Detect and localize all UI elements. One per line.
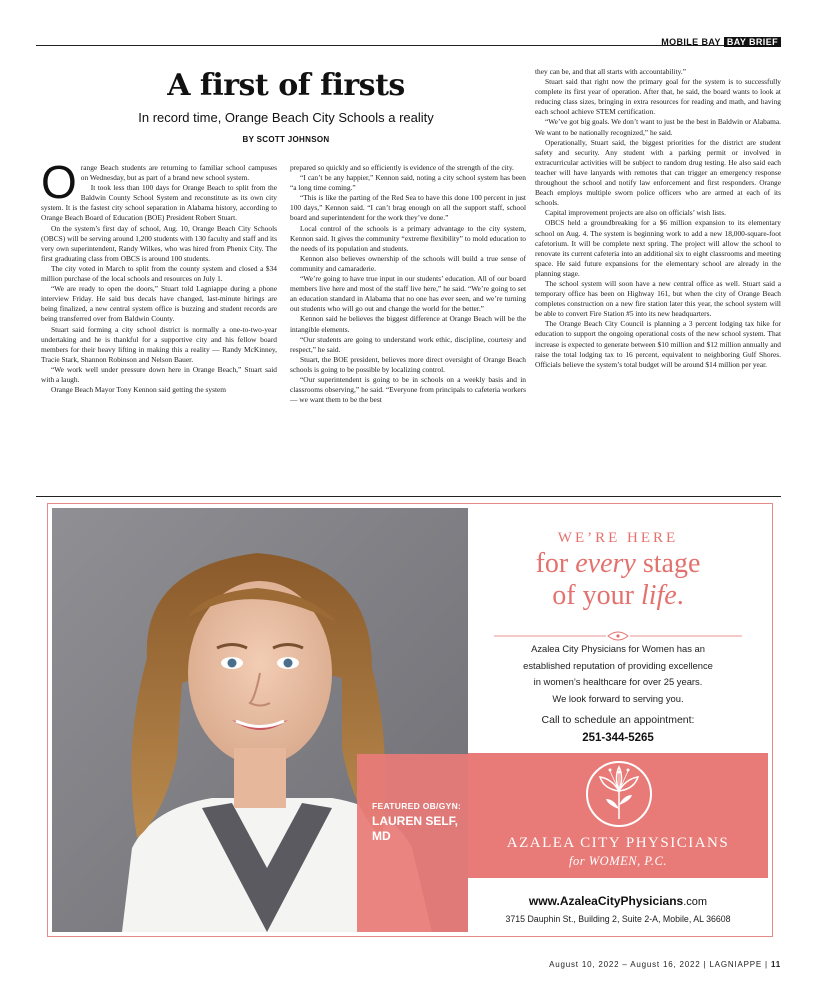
byline: BY SCOTT JOHNSON bbox=[242, 135, 330, 144]
paragraph: Local control of the schools is a primary advantage to the city system, Kennon said. It gives the community “extreme flexibility” to mold education to the needs of its population and students. bbox=[290, 223, 526, 253]
paragraph: “Our superintendent is going to be in schools on a weekly basis and in classrooms observing,” he said. “Everyone from principals to cafeteria workers — we want them to be the best bbox=[290, 374, 526, 405]
article-column-1 bbox=[41, 163, 277, 483]
paragraph: Orange Beach Mayor Tony Kennon said getting the system bbox=[51, 385, 227, 395]
section-name: MOBILE BAY bbox=[661, 37, 721, 47]
section-tag bbox=[661, 37, 781, 47]
paragraph: On the system’s first day of school, Aug. 10, Orange Beach City Schools (OBCS) will be serving around 1,200 students with 130 faculty and staff and its very own superintendent, Randy Wilkes, who was hired from Phenix City. The first graduating class from OBCS is around 100 students. bbox=[41, 223, 277, 263]
phone-number[interactable]: 251-344-5265 bbox=[582, 732, 654, 744]
paragraph: they can be, and that all starts with accountability.” bbox=[535, 67, 686, 76]
paragraph: “We’ve got big goals. We don’t want to just be the best in Baldwin or Alabama. We want to be nationally recognized,” he said. bbox=[535, 117, 781, 137]
section-box: BAY BRIEF bbox=[724, 37, 781, 47]
paragraph: prepared so quickly and so efficiently is evidence of the strength of the city. bbox=[290, 163, 514, 172]
drop-cap: O bbox=[41, 163, 77, 208]
article-column-2 bbox=[290, 163, 526, 483]
paragraph: Operationally, Stuart said, the biggest priorities for the district are student safety and security. Any student with a parking permit or involved in extracurricular activities will be subject to random drug testing. He also said each teacher will have lanyards with remotes that can trigger an emergency response throughout the school and notify law enforcement and first responders. Orange Beach employs multiple sworn police officers who are armed at each of its schools. bbox=[535, 137, 781, 208]
ad-body: Azalea City Physicians for Women has an established reputation of providing excellence in women’s healthcare for over 25 years. We look forward to serving you. bbox=[523, 643, 713, 704]
headline: A first of firsts bbox=[167, 68, 405, 103]
paragraph: Orange Beach students are returning to familiar school campuses on Wednesday, but as part of a brand new school system. bbox=[41, 163, 277, 208]
paragraph: Stuart said that right now the primary goal for the system is to successfully complete its first year of operation. After that, he said, the board wants to look at reducing class sizes, bringing in extra resources for reading and math, and having each school achieve STEM certification. bbox=[535, 77, 781, 117]
call-to-action: Call to schedule an appointment: bbox=[541, 714, 695, 726]
featured-name: LAUREN SELF, MD bbox=[372, 814, 459, 843]
advertisement[interactable] bbox=[47, 503, 773, 937]
paragraph: Kennon said he believes the biggest difference at Orange Beach will be the intangible elements. bbox=[290, 314, 526, 334]
paragraph: Stuart, the BOE president, believes more direct oversight of Orange Beach schools is going to be possible by localizing control. bbox=[290, 354, 526, 374]
paragraph: “We work well under pressure down here in Orange Beach,” Stuart said with a laugh. bbox=[41, 364, 277, 384]
paragraph: “This is like the parting of the Red Sea to have this done 100 percent in just 100 days,” Kennon said. “I can’t brag enough on all the support staff, school board and superintendent for the work they’ve done.” bbox=[290, 193, 526, 223]
paragraph: Kennon also believes ownership of the schools will build a true sense of community and camaraderie. bbox=[290, 253, 526, 273]
paragraph: “We are ready to open the doors,” Stuart told Lagniappe during a phone interview Friday. He said bus decals have changed, last-minute hirings are being finalized, a new central system office is buzzing and student records are being transferred over from Baldwin County. bbox=[41, 284, 277, 324]
article-column-3 bbox=[535, 67, 781, 483]
azalea-logo-icon bbox=[584, 759, 654, 829]
page-footer: August 10, 2022 – August 16, 2022 | LAGNIAPPE | 11 bbox=[549, 960, 781, 969]
brand-name: AZALEA CITY PHYSICIANS bbox=[506, 835, 730, 851]
subhead: In record time, Orange Beach City Schools a reality bbox=[138, 110, 434, 125]
ad-copy bbox=[468, 508, 768, 932]
paragraph: Stuart said forming a city school district is normally a one-to-two-year undertaking and he is thankful for a supportive city and his fellow board members for their heavy lifting in making this a reality — Randy McKinney, Tracie Stark, Shannon Robinson and Nelson Bauer. bbox=[41, 324, 277, 364]
website-link[interactable]: www.AzaleaCityPhysicians.com bbox=[528, 894, 708, 908]
paragraph: “I can’t be any happier,” Kennon said, noting a city school system has been “a long time coming.” bbox=[290, 173, 526, 193]
paragraph: OBCS held a groundbreaking for a $6 million expansion to its elementary school on Aug. 4. The system is beginning work to add a new 18,000-square-foot cafetorium. It will be complete next spring. The project will allow the school to renovate its current cafeteria into an additional six to eight classrooms and meeting space. He said future expansions for the elementary school are already in the planning stage. bbox=[535, 218, 781, 278]
paragraph: “Our students are going to understand work ethic, discipline, courtesy and respect,” he said. bbox=[290, 334, 526, 354]
tagline: for every stage of your life. bbox=[535, 548, 701, 611]
ad-inner bbox=[52, 508, 768, 932]
paragraph: It took less than 100 days for Orange Beach to split from the Baldwin County School System and reconstitute as its own city system. It is the fastest city school separation in Alabama history, according to Orange Beach Board of Education (BOE) President Robert Stuart. bbox=[41, 183, 277, 223]
paragraph: The school system will soon have a new central office as well. Stuart said a temporary office has been on Highway 161, but when the city of Orange Beach completes construction on a new fire station later this year, the school system will be able to convert Fire Station #5 into its new headquarters. bbox=[535, 278, 781, 319]
section-rule bbox=[36, 496, 781, 497]
featured-label: FEATURED OB/GYN: bbox=[372, 801, 462, 811]
paragraph: “We’re going to have true input in our students’ education. All of our board members live here and most of the staff live here,” he said. “We’re going to set an education standard in Alabama that no one has ever seen, and we’re turning out students who will go out and change the world for the better.” bbox=[290, 274, 526, 314]
page-number: 11 bbox=[770, 960, 781, 969]
address: 3715 Dauphin St., Building 2, Suite 2-A, Mobile, AL 36608 bbox=[505, 914, 731, 924]
were-here-heading: WE’RE HERE bbox=[557, 530, 679, 546]
publication-name: LAGNIAPPE bbox=[709, 960, 762, 969]
paragraph: Capital improvement projects are also on officials’ wish lists. bbox=[545, 208, 726, 218]
issue-dates: August 10, 2022 – August 16, 2022 bbox=[549, 960, 701, 969]
paragraph: The city voted in March to split from the county system and closed a $34 million purchase of the local schools and resources on July 1. bbox=[41, 263, 277, 284]
paragraph: The Orange Beach City Council is planning a 3 percent lodging tax hike for education to support the ongoing operational costs of the new school system. That increase is expected to generate between $10 million and $12 million annually and raise the total lodging tax to 16 percent, equivalent to neighboring Gulf Shores. Officials believe the system’s total budget will be around $14 million per year. bbox=[535, 319, 781, 369]
brand-subtitle: for WOMEN, P.C. bbox=[569, 854, 667, 868]
